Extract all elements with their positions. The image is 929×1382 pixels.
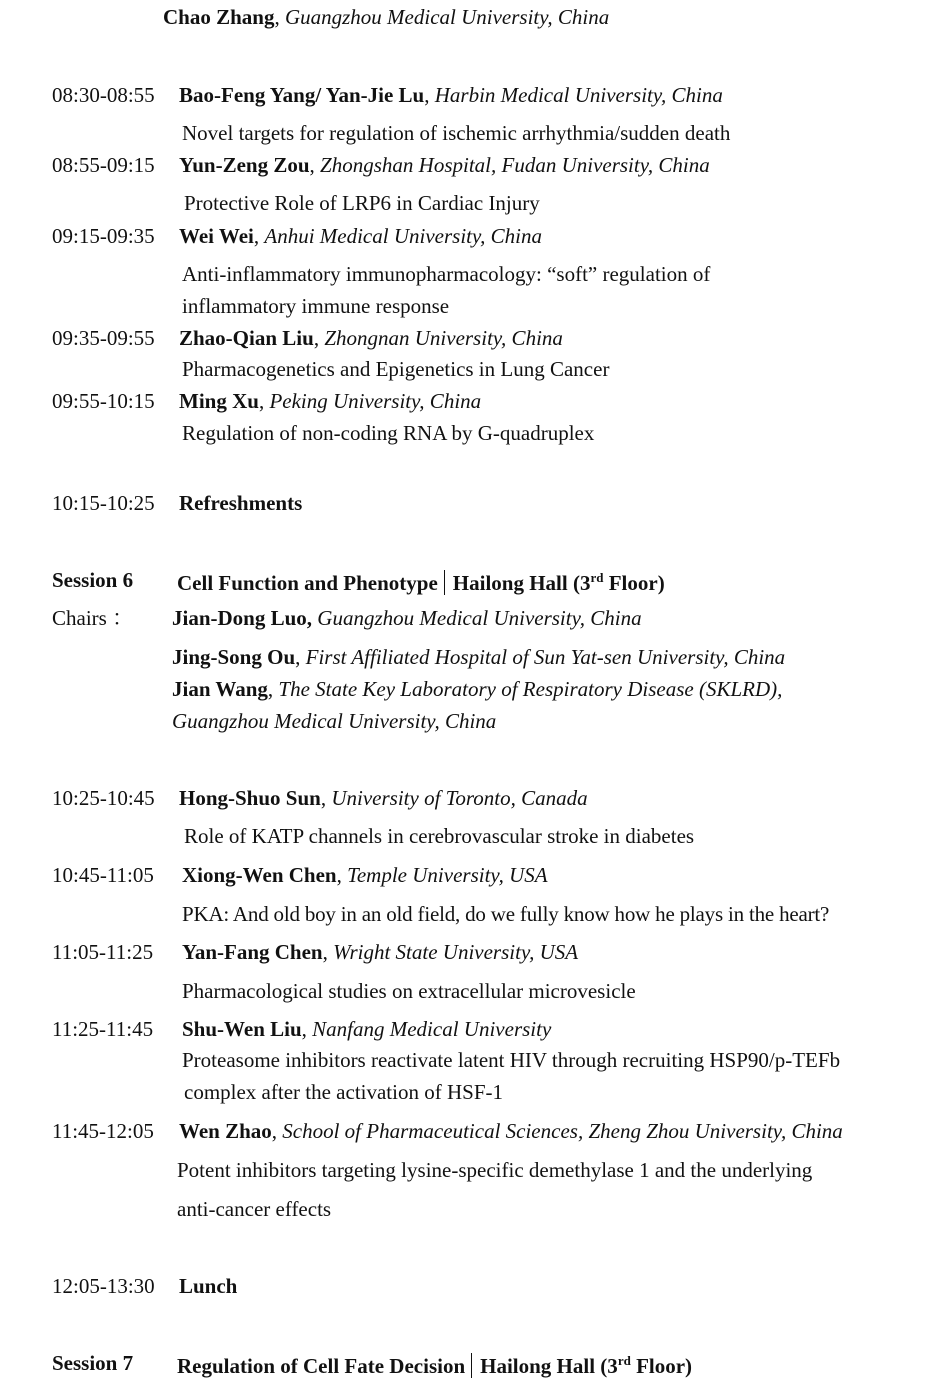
break-label: Refreshments [179, 491, 303, 515]
separator [444, 570, 445, 595]
talk-time: 11:05-11:25 [52, 940, 154, 964]
chair-name: Jian-Dong Luo, [172, 606, 313, 630]
speaker-name: Shu-Wen Liu [182, 1017, 302, 1041]
talk-time: 11:25-11:45 [52, 1017, 154, 1041]
speaker-affiliation: Temple University, USA [347, 863, 548, 887]
talk-time: 08:55-09:15 [52, 153, 155, 177]
speaker-affiliation: Zhongnan University, China [324, 326, 563, 350]
talk-title: Anti-inflammatory immunopharmacology: “soft” regulation of [182, 262, 711, 286]
chair-affiliation: Guangzhou Medical University, China [312, 606, 642, 630]
talk-title-cont: anti-cancer effects [177, 1197, 332, 1221]
talk-time: 09:15-09:35 [52, 224, 155, 248]
talk-title: Novel targets for regulation of ischemic arrhythmia/sudden death [182, 121, 731, 145]
talk-speaker-line: Yan-Fang Chen, Wright State University, USA [182, 940, 579, 964]
speaker-affiliation: Nanfang Medical University [312, 1017, 552, 1041]
talk-time: 09:35-09:55 [52, 326, 155, 350]
session-title: Regulation of Cell Fate Decision [177, 1354, 466, 1378]
session-title: Cell Function and Phenotype [177, 571, 438, 595]
talk-title: Role of KATP channels in cerebrovascular stroke in diabetes [184, 824, 695, 848]
session-floor: Floor) [630, 1354, 693, 1378]
speaker-affiliation: Anhui Medical University, China [264, 224, 542, 248]
talk-time: 08:30-08:55 [52, 83, 155, 107]
session-hall: Hailong Hall (3 [452, 571, 591, 595]
chairs-label: Chairs ： [52, 606, 134, 630]
chair-line [172, 608, 642, 629]
speaker-affiliation: Wright State University, USA [333, 940, 579, 964]
talk-speaker-line: Yun-Zeng Zou, Zhongshan Hospital, Fudan University, China [179, 153, 710, 177]
talk-title: PKA: And old boy in an old field, do we fully know how he plays in the heart? [182, 902, 830, 926]
break-label: Lunch [179, 1274, 238, 1298]
break-time: 12:05-13:30 [52, 1274, 155, 1298]
speaker-affiliation: University of Toronto, Canada [331, 786, 588, 810]
chair-line: Jing-Song Ou, First Affiliated Hospital of Sun Yat-sen University, China [172, 645, 786, 669]
talk-time: 09:55-10:15 [52, 389, 155, 413]
talk-time: 10:45-11:05 [52, 863, 154, 887]
chair-line: Jian Wang, The State Key Laboratory of Respiratory Disease (SKLRD), [172, 677, 783, 701]
speaker-affiliation: Peking University, China [269, 389, 482, 413]
session-title-line [177, 1353, 692, 1378]
talk-speaker-line: Shu-Wen Liu, Nanfang Medical University [182, 1017, 552, 1041]
speaker-name: Bao-Feng Yang/ Yan-Jie Lu [179, 83, 425, 107]
talk-speaker-line: Xiong-Wen Chen, Temple University, USA [182, 863, 548, 887]
speaker-name: Wei Wei [179, 224, 254, 248]
chair-name: Jing-Song Ou [172, 645, 296, 669]
talk-title-cont: inflammatory immune response [182, 294, 450, 318]
session-label: Session 6 [52, 568, 134, 592]
talk-speaker-line: Bao-Feng Yang/ Yan-Jie Lu, Harbin Medical University, China [179, 83, 723, 107]
speaker-name: Yan-Fang Chen [182, 940, 323, 964]
chair-name: Chao Zhang [163, 5, 275, 29]
speaker-affiliation: Harbin Medical University, China [434, 83, 723, 107]
talk-speaker-line: Hong-Shuo Sun, University of Toronto, Canada [179, 786, 588, 810]
talk-speaker-line: Wei Wei, Anhui Medical University, China [179, 224, 542, 248]
talk-title: Pharmacogenetics and Epigenetics in Lung Cancer [182, 357, 610, 381]
chair-affiliation-cont: Guangzhou Medical University, China [172, 709, 497, 733]
break-time: 10:15-10:25 [52, 491, 155, 515]
chair-affiliation: First Affiliated Hospital of Sun Yat-sen University, China [305, 645, 786, 669]
talk-title: Potent inhibitors targeting lysine-specific demethylase 1 and the underlying [177, 1158, 813, 1182]
talk-speaker-line: Ming Xu, Peking University, China [179, 389, 482, 413]
talk-title: Protective Role of LRP6 in Cardiac Injury [184, 191, 540, 215]
talk-title: Proteasome inhibitors reactivate latent HIV through recruiting HSP90/p-TEFb [182, 1048, 841, 1072]
speaker-name: Zhao-Qian Liu [179, 326, 314, 350]
talk-speaker-line: Zhao-Qian Liu, Zhongnan University, China [179, 326, 563, 350]
talk-title: Pharmacological studies on extracellular microvesicle [182, 979, 636, 1003]
chair-name: Jian Wang [172, 677, 268, 701]
speaker-affiliation: Zhongshan Hospital, Fudan University, China [320, 153, 710, 177]
session-floor: Floor) [603, 571, 665, 595]
session-label: Session 7 [52, 1351, 134, 1375]
speaker-name: Hong-Shuo Sun [179, 786, 321, 810]
speaker-name: Ming Xu [179, 389, 259, 413]
talk-title: Regulation of non-coding RNA by G-quadruplex [182, 421, 595, 445]
ordinal-suffix: rd [590, 570, 604, 585]
speaker-affiliation: School of Pharmaceutical Sciences, Zheng Zhou University, China [282, 1119, 843, 1143]
talk-speaker-line: Wen Zhao, School of Pharmaceutical Sciences, Zheng Zhou University, China [179, 1119, 843, 1143]
talk-time: 10:25-10:45 [52, 786, 155, 810]
speaker-name: Yun-Zeng Zou [179, 153, 310, 177]
ordinal-suffix: rd [617, 1353, 631, 1368]
speaker-name: Wen Zhao [179, 1119, 272, 1143]
chair-line: Chao Zhang, Guangzhou Medical University, China [163, 5, 610, 29]
chair-affiliation: The State Key Laboratory of Respiratory Disease (SKLRD), [278, 677, 783, 701]
separator [471, 1353, 472, 1378]
session-title-line [177, 570, 665, 595]
speaker-name: Xiong-Wen Chen [182, 863, 337, 887]
talk-title-cont: complex after the activation of HSF-1 [184, 1080, 503, 1104]
chair-affiliation: Guangzhou Medical University, China [284, 5, 610, 29]
talk-time: 11:45-12:05 [52, 1119, 154, 1143]
session-hall: Hailong Hall (3 [480, 1354, 618, 1378]
